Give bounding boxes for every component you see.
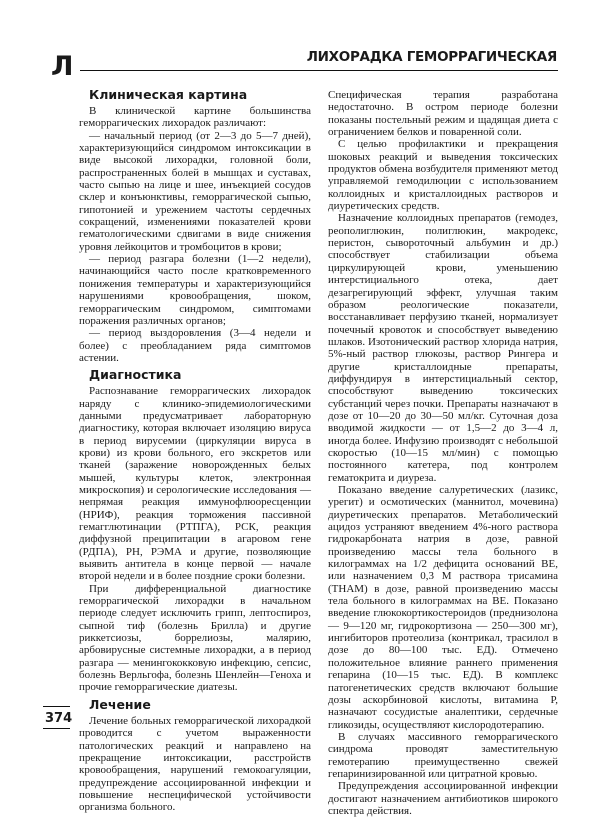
header-rule <box>80 70 558 71</box>
right-column <box>328 89 558 817</box>
paragraph: В случаях массивного геморрагического синдрома проводят заместительную гемотерапию преимущественно свежей гепаринизированной или цитратной кровью. <box>328 730 558 780</box>
paragraph: При дифференциальной диагностике геморрагической лихорадки в начальном периоде следует исключить грипп, лептоспироз, сыпной тиф (болезнь Брилла) и другие риккетсиозы, боррелиозы, малярию, арбовирусные системные лихорадки, а в период разгара — менингококковую инфекцию, сепсис, болезнь Верльгофа, болезнь Шенлейн—Геноха и прочие геморрагические диатезы. <box>79 582 311 694</box>
left-column <box>79 84 311 814</box>
heading-diagnostics: Диагностика <box>89 367 182 383</box>
paragraph: Распознавание геморрагических лихорадок наряду с клинико-эпидемиологическими данными предусматривает лабораторную диагностику, которая включает изоляцию вируса в период вирусемии (циркуляции вируса в крови) из крови больного, его экскретов или тканей (заражение новорожденных белых мышей, культуры клеток, электронная микроскопия) и серологические исследования — непрямая реакция иммунофлюоресценции (НРИФ), реакция торможения пассивной гемагглютинации (РТПГА), РСК, реакция диффузной преципитации в агаровом гене (РДПА), РН, РЭМА и другие, позволяющие выявить антитела в конце первой — начале второй недели и в более поздние сроки болезни. <box>79 385 311 583</box>
page-number: 374 <box>45 711 73 726</box>
paragraph: — начальный период (от 2—3 до 5—7 дней), характеризующийся синдромом интоксикации в виде высокой лихорадки, головной боли, распространенных болей в мышцах и суставах, часто сыпью на лице и шее, инъекцией сосудов склер и конъюнктивы, геморрагической сыпью, гипотонией и урежением частоты сердечных сокращений, изменениями показателей крови гематологическими сдвигами в виде снижения уровня лейкоцитов и тромбоцитов в крови; <box>79 129 311 253</box>
running-title: ЛИХОРАДКА ГЕМОРРАГИЧЕСКАЯ <box>306 49 557 65</box>
paragraph: — период разгара болезни (1—2 недели), начинающийся часто после кратковременного понижения температуры и характеризующийся нарушениями кровообращения, шоком, геморрагическим синдромом, симптомами поражения различных органов; <box>79 253 311 327</box>
paragraph: Показано введение салуретических (лазикс, урегит) и осмотических (маннитол, мочевина) диуретических препаратов. Метаболический ацидоз устраняют введением 4%-ного раствора гидрокарбоната натрия в дозе, равной произведению массы тела больного в килограммах на 1/2 дефицита оснований BE, или назначением 0,3 М раствора трисамина (ТНАМ) в дозе, равной произведению массы тела больного в килограммах на BE. Показано введение глюкокортикостероидов (преднизолона — 9—120 мг, гидрокортизона — 250—300 мг), ингибиторов протеолиза (контрикал, трасилол в дозе до 80—100 тыс. ЕД). Отмечено положительное влияние раннего применения гепарина (10—15 тыс. ЕД). В комплекс патогенетических средств включают большие дозы аскорбиновой кислоты, витамина Р, назначают сосудистые аналептики, сердечные гликозиды, осуществляют кислородотерапию. <box>328 484 558 731</box>
paragraph: С целью профилактики и прекращения шоковых реакций и выведения токсических продуктов обмена возбудителя применяют метод управляемой гемодилюции с использованием коллоидных и кристаллоидных растворов и диуретических средств. <box>328 138 558 213</box>
paragraph: Специфическая терапия разработана недостаточно. В остром периоде болезни показаны постельный режим и щадящая диета с ограничением белков и поваренной соли. <box>328 89 558 139</box>
paragraph: — период выздоровления (3—4 недели и более) с преобладанием ряда симптомов астении. <box>79 327 311 364</box>
heading-clinical-picture: Клиническая картина <box>89 87 248 102</box>
page-number-rule-bottom <box>43 728 70 729</box>
paragraph: В клинической картине большинства геморрагических лихорадок различают: <box>79 105 311 130</box>
paragraph: Предупреждения ассоциированной инфекции достигают назначением антибиотиков широкого спектра действия. <box>328 780 558 817</box>
paragraph: Назначение коллоидных препаратов (гемодез, реополиглюкин, полиглюкин, макродекс, перистон, сывороточный альбумин и др.) способствует стабилизации объема циркулирующей крови, уменьшению интерстициального отека, дает дезагрегирующий эффект, улучшая таким образом реологические показатели, восстанавливает перфузию тканей, нормализует почечный кровоток и способствует выведению шлаков. Изотонический раствор хлорида натрия, 5%-ный раствор глюкозы, раствор Рингера и другие кристаллоидные препараты, диффундируя в интерстициальный сектор, способствуют выведению токсических субстанций через почки. Препараты назначают в дозе от 10—20 до 30—50 мл/кг. Суточная доза вводимой жидкости — от 1,5—2 до 3—4 л, иногда более. Инфузию производят с небольшой скоростью (10—15 мл/мин) с помощью постоянного катетера, под контролем гематокрита и диуреза. <box>328 212 558 484</box>
paragraph: Лечение больных геморрагической лихорадкой проводится с учетом выраженности патологических реакций и направлено на прекращение интоксикации, расстройств кровообращения, нарушений гемокоагуляции, предупреждение ассоциированной инфекции и повышение неспецифической устойчивости организма больного. <box>79 714 311 814</box>
heading-treatment: Лечение <box>89 696 151 712</box>
page-number-rule-top <box>43 706 70 707</box>
section-letter: Л <box>51 51 74 82</box>
